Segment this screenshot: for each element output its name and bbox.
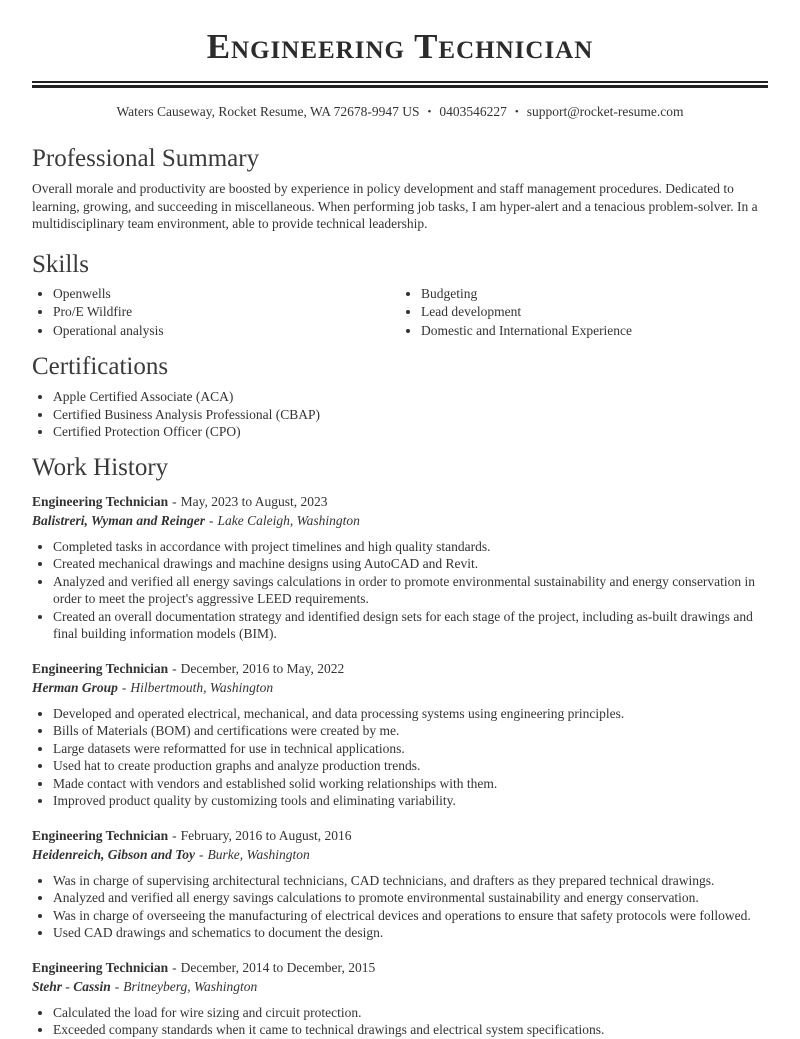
dash-separator: - — [121, 679, 127, 695]
job-location: Lake Caleigh, Washington — [217, 512, 360, 528]
job-bullet: • Improved product quality by customizing tools and eliminating variability. — [53, 792, 768, 810]
contact-line — [32, 103, 768, 121]
job-company: Heidenreich, Gibson and Toy — [32, 846, 196, 862]
job-bullet: • Bills of Materials (BOM) and certifications were created by me. — [53, 722, 768, 740]
certification-item: • Certified Protection Officer (CPO) — [53, 423, 768, 441]
job-bullet: • Created an overall documentation strategy and identified design sets for each stage of the project, including as-built drawings and final building information models (BIM). — [53, 608, 768, 643]
skills-column-left — [32, 285, 400, 341]
dash-separator: - — [114, 978, 120, 994]
job-bullet: • Analyzed and verified all energy savings calculations in order to promote environmental sustainability and energy conservation in order to meet the project's aggressive LEED requirements. — [53, 573, 768, 608]
job-bullet: • Calculated the load for wire sizing and circuit protection. — [53, 1004, 768, 1022]
job-bullet: • Analyzed and verified all energy savings calculations to promote environmental sustainability and energy conservation. — [53, 889, 768, 907]
job-bullet: • Used CAD drawings and schematics to document the design. — [53, 924, 768, 942]
section-heading-skills: Skills — [32, 250, 89, 278]
contact-phone: 0403546227 — [439, 104, 507, 119]
certification-item: • Certified Business Analysis Professional (CBAP) — [53, 406, 768, 424]
dash-separator: - — [199, 846, 204, 862]
job-dates: December, 2014 to December, 2015 — [180, 959, 376, 975]
skill-item: • Lead development — [421, 303, 768, 322]
job-company-line — [32, 978, 768, 996]
contact-separator-dot: • — [427, 106, 432, 118]
job-title: Engineering Technician — [32, 660, 169, 676]
job-entry — [32, 959, 768, 1039]
rule-top-line — [32, 81, 768, 83]
dash-separator: - — [172, 493, 177, 509]
job-bullet: • Exceeded company standards when it came to technical drawings and electrical system specifications. — [53, 1021, 768, 1039]
job-bullet: • Large datasets were reformatted for use in technical applications. — [53, 740, 768, 758]
job-bullet: • Completed tasks in accordance with project timelines and high quality standards. — [53, 538, 768, 556]
job-title: Engineering Technician — [32, 827, 169, 843]
job-title-line — [32, 493, 768, 511]
double-rule-divider — [32, 81, 768, 88]
skills-columns — [32, 285, 768, 341]
skill-item: • Openwells — [53, 285, 400, 304]
job-entry — [32, 493, 768, 643]
job-title-line — [32, 660, 768, 678]
job-bullet-list — [32, 1004, 768, 1039]
job-bullet-list — [32, 705, 768, 810]
section-heading-certifications: Certifications — [32, 353, 169, 380]
resume-title: Engineering Technician — [206, 27, 594, 66]
job-bullet: • Created mechanical drawings and machine designs using AutoCAD and Revit. — [53, 555, 768, 573]
job-bullet: • Was in charge of overseeing the manufacturing of electrical devices and operations to ensure that safety protocols were followed. — [53, 907, 768, 925]
job-company-line — [32, 679, 768, 697]
job-dates: May, 2023 to August, 2023 — [180, 493, 328, 509]
job-title: Engineering Technician — [32, 959, 169, 975]
job-company: Herman Group — [32, 679, 118, 695]
job-dates: February, 2016 to August, 2016 — [180, 827, 352, 843]
job-location: Hilbertmouth, Washington — [130, 679, 274, 695]
job-entry — [32, 660, 768, 810]
job-bullet-list — [32, 872, 768, 942]
skill-item: • Domestic and International Experience — [421, 322, 768, 341]
rule-bottom-line — [32, 85, 768, 88]
dash-separator: - — [209, 512, 214, 528]
job-location: Britneyberg, Washington — [123, 978, 258, 994]
job-bullet: • Used hat to create production graphs and analyze production trends. — [53, 757, 768, 775]
contact-address: Waters Causeway, Rocket Resume, WA 72678-9947 US — [116, 104, 420, 119]
section-heading-work-history: Work History — [32, 453, 169, 481]
job-company: Balistreri, Wyman and Reinger — [32, 512, 206, 528]
job-company-line — [32, 846, 768, 864]
skills-column-right — [400, 285, 768, 341]
section-heading-professional-summary: Professional Summary — [32, 145, 260, 172]
certification-item: • Apple Certified Associate (ACA) — [53, 388, 768, 406]
job-bullet: • Developed and operated electrical, mechanical, and data processing systems using engineering principles. — [53, 705, 768, 723]
job-location: Burke, Washington — [207, 846, 310, 862]
job-bullet-list — [32, 538, 768, 643]
dash-separator: - — [172, 959, 177, 975]
job-bullet: • Was in charge of supervising architectural technicians, CAD technicians, and drafters as they prepared technical drawings. — [53, 872, 768, 890]
contact-separator-dot: • — [514, 106, 519, 118]
job-bullet: • Made contact with vendors and established solid working relationships with them. — [53, 775, 768, 793]
job-title: Engineering Technician — [32, 493, 169, 509]
professional-summary-text: Overall morale and productivity are boosted by experience in policy development and staff management procedures. Dedicated to learning, growing, and succeeding in miscellaneous. When performing job tasks, I am hyper-alert and a tenacious problem-solver. In a multidisciplinary team environment, able to provide technical leadership. — [32, 181, 758, 231]
skill-item: • Pro/E Wildfire — [53, 303, 400, 322]
dash-separator: - — [172, 660, 177, 676]
skill-item: • Budgeting — [421, 285, 768, 304]
job-dates: December, 2016 to May, 2022 — [180, 660, 345, 676]
skill-item: • Operational analysis — [53, 322, 400, 341]
certifications-list — [32, 388, 768, 441]
job-company-line — [32, 512, 768, 530]
job-company: Stehr - Cassin — [32, 978, 111, 994]
job-title-line — [32, 959, 768, 977]
contact-email: support@rocket-resume.com — [526, 104, 684, 119]
job-entry — [32, 827, 768, 942]
dash-separator: - — [172, 827, 177, 843]
job-title-line — [32, 827, 768, 845]
